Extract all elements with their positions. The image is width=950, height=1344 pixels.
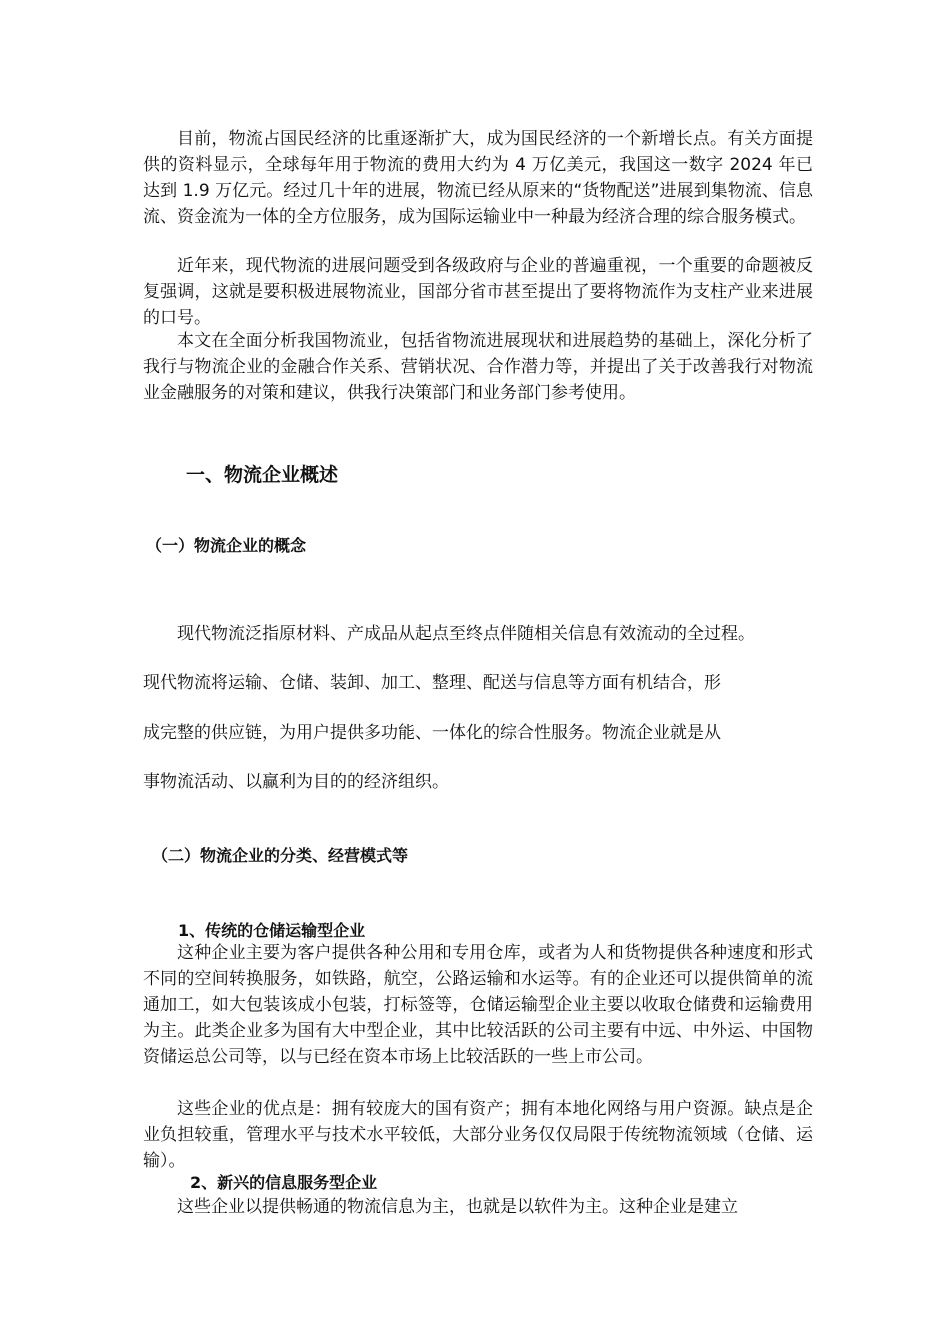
intro-paragraph-2: 近年来，现代物流的进展问题受到各级政府与企业的普遍重视，一个重要的命题被反复强调，这就是要积极进展物流业，国部分省市甚至提出了要将物流作为支柱产业来进展的口号。 <box>143 256 813 328</box>
subsection-heading-concept: （一）物流企业的概念 <box>146 536 307 555</box>
concept-line-1: 现代物流泛指原材料、产成品从起点至终点伴随相关信息有效流动的全过程。 <box>177 624 755 644</box>
subsection-heading-classification: （二）物流企业的分类、经营模式等 <box>152 846 409 865</box>
concept-line-4: 事物流活动、以赢利为目的的经济组织。 <box>143 772 449 792</box>
section-heading-1: 一、物流企业概述 <box>186 464 339 486</box>
information-service-paragraph-1: 这些企业以提供畅通的物流信息为主，也就是以软件为主。这种企业是建立 <box>177 1197 738 1217</box>
intro-paragraph-3: 本文在全面分析我国物流业，包括省物流进展现状和进展趋势的基础上，深化分析了我行与物流企业的金融合作关系、营销状况、合作潜力等，并提出了关于改善我行对物流业金融服务的对策和建议，供我行决策部门和业务部门参考使用。 <box>143 331 813 403</box>
warehouse-transport-paragraph-2: 这些企业的优点是：拥有较庞大的国有资产；拥有本地化网络与用户资源。缺点是企业负担较重，管理水平与技术水平较低，大部分业务仅仅局限于传统物流领域（仓储、运输）。 <box>143 1099 813 1171</box>
intro-paragraph-1: 目前，物流占国民经济的比重逐渐扩大，成为国民经济的一个新增长点。有关方面提供的资料显示，全球每年用于物流的费用大约为 4 万亿美元，我国这一数字 2024 年已达到 1.9 万亿元。经过几十年的进展，物流已经从原来的“货物配送”进展到集物流、信息流、资金流为一体的全方位服务，成为国际运输业中一种最为经济合理的综合服务模式。 <box>143 129 813 227</box>
warehouse-transport-paragraph-1: 这种企业主要为客户提供各种公用和专用仓库，或者为人和货物提供各种速度和形式不同的空间转换服务，如铁路，航空，公路运输和水运等。有的企业还可以提供简单的流通加工，如大包装该成小包装，打标签等，仓储运输型企业主要以收取仓储费和运输费用为主。此类企业多为国有大中型企业，其中比较活跃的公司主要有中远、中外运、中国物资储运总公司等，以与已经在资本市场上比较活跃的一些上市公司。 <box>143 943 813 1067</box>
concept-line-2: 现代物流将运输、仓储、装卸、加工、整理、配送与信息等方面有机结合，形 <box>143 673 721 693</box>
concept-line-3: 成完整的供应链，为用户提供多功能、一体化的综合性服务。物流企业就是从 <box>143 723 721 743</box>
item-heading-information-service: 2、新兴的信息服务型企业 <box>190 1173 378 1192</box>
item-heading-warehouse-transport: 1、传统的仓储运输型企业 <box>178 921 366 940</box>
